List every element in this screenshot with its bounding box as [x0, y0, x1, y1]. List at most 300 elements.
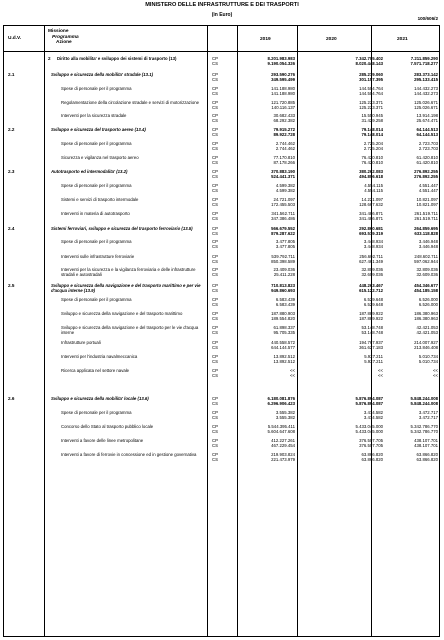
cs-value: 63.866.820	[416, 457, 438, 463]
cs-label: CS	[212, 259, 218, 265]
row-description: Interventi a favore di ferrovie in concessione ed in gestione governativa	[61, 452, 197, 457]
cp-label: CP	[212, 410, 218, 415]
row-amount-year-2	[323, 424, 383, 434]
cs-label: CS	[212, 373, 218, 379]
header-year-2019: 2019	[260, 37, 271, 42]
row-description: Sviluppo e sicurezza della mobilita' stradale (13.1)	[51, 72, 154, 77]
budget-table	[3, 25, 440, 637]
row-amount-year-3	[378, 226, 438, 236]
row-amount-year-3	[378, 113, 438, 123]
cp-value: 10.821.097	[416, 197, 438, 202]
cp-value: 30.682.433	[273, 113, 295, 118]
cs-value: 276.892.255	[414, 174, 438, 180]
row-amount-year-1	[235, 56, 295, 66]
cp-value: 5.876.894.087	[355, 396, 383, 401]
row-amount-year-3	[378, 424, 438, 434]
row-cp-cs-labels	[212, 354, 218, 364]
row-amount-year-1	[235, 254, 295, 264]
row-amount-year-2	[323, 368, 383, 378]
row-description: Interventi per la sicurezza stradale	[61, 113, 127, 118]
row-cp-cs-labels	[212, 297, 218, 307]
row-description: Interventi a favore delle linee metropolitane	[61, 438, 144, 443]
row-amount-year-1	[235, 311, 295, 321]
cp-value: 3.477.805	[275, 239, 295, 244]
cp-value: 4.551.447	[418, 183, 438, 188]
row-amount-year-2	[323, 72, 383, 82]
cs-value: 3.474.582	[363, 415, 383, 421]
row-amount-year-3	[378, 127, 438, 137]
cp-value: 3.446.948	[418, 239, 438, 244]
cp-value: 248.602.711	[414, 254, 438, 259]
cs-value: 597.062.944	[414, 259, 438, 265]
row-amount-year-2	[323, 254, 383, 264]
cp-label: CP	[212, 267, 218, 272]
cs-value: 3.446.948	[418, 244, 438, 250]
cp-value: 141.188.980	[271, 86, 295, 91]
row-amount-year-2	[323, 211, 383, 221]
cs-value: 2.723.703	[418, 146, 438, 152]
row-amount-year-2	[323, 197, 383, 207]
cs-value: 295.133.415	[414, 77, 438, 83]
cs-value: 850.398.589	[271, 259, 295, 265]
cp-label: CP	[212, 56, 218, 61]
row-amount-year-1	[235, 239, 295, 249]
column-divider	[297, 26, 298, 636]
cs-label: CS	[212, 188, 218, 194]
row-cp-cs-labels	[212, 267, 218, 277]
cs-label: CS	[212, 345, 218, 351]
cp-value: 2.744.462	[275, 141, 295, 146]
row-cp-cs-labels	[212, 86, 218, 96]
header-missione: Missione	[48, 29, 69, 34]
cs-value: 25.411.228	[273, 272, 295, 278]
cp-value: 5.433.045.000	[355, 424, 383, 429]
cs-value: 9.190.054.326	[267, 61, 295, 67]
cp-value: 63.866.820	[361, 452, 383, 457]
cs-value: 87.178.266	[273, 160, 295, 166]
row-amount-year-1	[235, 155, 295, 165]
row-amount-year-3	[378, 197, 438, 207]
cs-label: CS	[212, 244, 218, 250]
row-amount-year-2	[323, 340, 383, 350]
row-amount-year-3	[378, 86, 438, 96]
row-amount-year-3	[378, 254, 438, 264]
cs-label: CS	[212, 77, 218, 83]
unit-label: (in Euro)	[211, 12, 233, 18]
row-amount-year-1	[235, 86, 295, 96]
row-amount-year-2	[323, 183, 383, 193]
cs-value: 341.486.871	[359, 216, 383, 222]
row-amount-year-1	[235, 113, 295, 123]
cs-value: 633.118.828	[414, 231, 438, 237]
row-amount-year-3	[378, 211, 438, 221]
cs-value: 347.386.486	[271, 216, 295, 222]
cs-value: 25.674.471	[416, 118, 438, 124]
row-code: 2.2	[8, 127, 15, 132]
cp-value: 566.679.552	[271, 226, 295, 231]
cp-value: 13.914.198	[416, 113, 438, 118]
cs-value: 5.848.244.008	[410, 401, 438, 407]
row-amount-year-3	[378, 72, 438, 82]
row-amount-year-2	[323, 396, 383, 406]
column-divider	[44, 26, 45, 636]
row-amount-year-2	[323, 239, 383, 249]
header-azione: Azione	[56, 40, 72, 46]
cp-label: CP	[212, 340, 218, 345]
row-amount-year-3	[378, 354, 438, 364]
cs-value: 64.144.513	[416, 132, 438, 138]
cp-value: 79.915.272	[273, 127, 295, 132]
row-code: 2.6	[8, 396, 15, 401]
cs-value: <<	[289, 373, 295, 379]
cs-value: 172.455.503	[271, 202, 295, 208]
cp-value: 7.211.859.290	[410, 56, 438, 61]
row-amount-year-2	[323, 438, 383, 448]
cs-value: 6.296.906.423	[267, 401, 295, 407]
row-amount-year-1	[235, 226, 295, 236]
cs-value: 187.889.922	[359, 316, 383, 322]
cs-label: CS	[212, 216, 218, 222]
cp-value: 2.723.703	[418, 141, 438, 146]
row-amount-year-1	[235, 424, 295, 434]
cp-value: 341.486.871	[359, 211, 383, 216]
row-amount-year-2	[323, 155, 383, 165]
cs-value: 376.507.705	[359, 443, 383, 449]
row-amount-year-1	[235, 354, 295, 364]
cp-value: 42.421.053	[416, 325, 438, 330]
cs-value: 7.571.718.277	[410, 61, 438, 67]
row-amount-year-1	[235, 283, 295, 293]
row-amount-year-2	[323, 86, 383, 96]
cs-value: 6.583.439	[275, 302, 295, 308]
row-cp-cs-labels	[212, 127, 218, 137]
cs-label: CS	[212, 146, 218, 152]
cs-value: 144.504.764	[359, 91, 383, 97]
row-description: Interventi in materia di autotrasporto	[61, 211, 130, 216]
cs-value: 5.604.647.608	[267, 429, 295, 435]
cp-value: 61.898.337	[273, 325, 295, 330]
cs-label: CS	[212, 272, 218, 278]
row-amount-year-2	[323, 311, 383, 321]
cp-label: CP	[212, 169, 218, 174]
cs-value: 949.860.693	[271, 288, 295, 294]
cs-value: 144.432.273	[414, 91, 438, 97]
cs-value: 68.292.382	[273, 118, 295, 124]
row-description: Spese di personale per il programma	[61, 183, 132, 188]
cs-label: CS	[212, 132, 218, 138]
cs-value: 140.116.137	[271, 105, 295, 111]
cp-label: CP	[212, 72, 218, 77]
cp-value: 2.725.204	[363, 141, 383, 146]
cs-label: CS	[212, 231, 218, 237]
row-amount-year-1	[235, 325, 295, 335]
cs-value: 31.429.258	[361, 118, 383, 124]
row-amount-year-1	[235, 410, 295, 420]
row-amount-year-2	[323, 226, 383, 236]
cp-label: CP	[212, 183, 218, 188]
cs-label: CS	[212, 160, 218, 166]
row-amount-year-1	[235, 297, 295, 307]
cp-value: 264.859.695	[414, 226, 438, 231]
cp-label: CP	[212, 396, 218, 401]
row-cp-cs-labels	[212, 141, 218, 151]
cp-value: 32.809.036	[361, 267, 383, 272]
cs-value: 32.609.036	[416, 272, 438, 278]
cp-value: 4.599.382	[275, 183, 295, 188]
row-amount-year-1	[235, 127, 295, 137]
header-udv: U.d.V.	[8, 36, 22, 41]
cp-value: 14.221.097	[361, 197, 383, 202]
header-divider	[4, 51, 439, 52]
row-description: Concorso dello Stato al trasporto pubblico locale	[61, 424, 154, 429]
row-amount-year-3	[378, 438, 438, 448]
row-amount-year-3	[378, 325, 438, 335]
cs-label: CS	[212, 443, 218, 449]
cs-value: 221.473.979	[271, 457, 295, 463]
cs-value: 5.927.211	[364, 359, 383, 365]
row-amount-year-3	[378, 141, 438, 151]
cp-value: 214.007.927	[414, 340, 438, 345]
row-cp-cs-labels	[212, 169, 218, 179]
cp-value: 144.432.273	[414, 86, 438, 91]
cp-value: 8.201.983.983	[267, 56, 295, 61]
header-year-2020: 2020	[326, 37, 337, 42]
row-code: 2.1	[8, 72, 15, 77]
row-description: Spese di personale per il programma	[61, 86, 132, 91]
cs-label: CS	[212, 316, 218, 322]
row-amount-year-1	[235, 141, 295, 151]
cp-value: 285.279.060	[359, 72, 383, 77]
cp-value: 710.813.823	[271, 283, 295, 288]
row-amount-year-1	[235, 211, 295, 221]
cp-value: 292.860.681	[359, 226, 383, 231]
cp-value: 5.010.734	[418, 354, 438, 359]
cs-value: 4.599.382	[275, 188, 295, 194]
row-description: Spese di personale per il programma	[61, 239, 132, 244]
ministry-title: MINISTERO DELLE INFRASTRUTTURE E DEI TRASPORTI	[145, 2, 299, 8]
cs-value: 361.627.183	[359, 345, 383, 351]
cp-value: 63.866.820	[416, 452, 438, 457]
cs-value: 128.667.632	[359, 202, 383, 208]
row-description: Spese di personale per il programma	[61, 141, 132, 146]
cs-value: 615.122.712	[359, 288, 383, 294]
cp-value: 370.883.190	[271, 169, 295, 174]
row-amount-year-1	[235, 368, 295, 378]
cs-value: 494.806.618	[359, 174, 383, 180]
row-description: Sviluppo e sicurezza della navigazione e del trasporto marittimo	[61, 311, 183, 316]
row-cp-cs-labels	[212, 72, 218, 82]
mission-number: 2	[48, 56, 51, 61]
row-description: Sviluppo e sicurezza della navigazione e del trasporto marittimo e per vie d'acqua interne (13.9)	[51, 283, 201, 294]
cp-value: 24.721.097	[273, 197, 295, 202]
cp-label: CP	[212, 86, 218, 91]
cp-value: 125.223.371	[359, 100, 383, 105]
cs-value: 10.821.097	[416, 202, 438, 208]
cs-value: 5.342.786.770	[410, 429, 438, 435]
cp-value: 276.892.255	[414, 169, 438, 174]
row-amount-year-2	[323, 354, 383, 364]
cs-value: 79.148.014	[361, 132, 383, 138]
cs-value: 879.287.622	[271, 231, 295, 237]
cp-value: 5.544.395.411	[267, 424, 295, 429]
row-description: Sistemi e servizi di trasporto intermodale	[61, 197, 139, 202]
cs-value: 213.846.408	[414, 345, 438, 351]
cs-value: 627.461.349	[359, 259, 383, 265]
row-amount-year-1	[235, 267, 295, 277]
cp-value: 376.507.705	[359, 438, 383, 443]
cs-value: 5.433.045.000	[355, 429, 383, 435]
cp-value: 77.170.810	[273, 155, 295, 160]
cs-value: 4.554.115	[364, 188, 383, 194]
cp-label: CP	[212, 226, 218, 231]
row-amount-year-2	[323, 100, 383, 110]
row-amount-year-1	[235, 183, 295, 193]
cs-label: CS	[212, 118, 218, 124]
row-amount-year-2	[323, 452, 383, 462]
cp-value: 341.562.711	[271, 211, 295, 216]
cs-value: 5.010.734	[418, 359, 438, 365]
row-amount-year-2	[323, 127, 383, 137]
cp-value: 76.420.810	[361, 155, 383, 160]
row-amount-year-1	[235, 169, 295, 179]
row-amount-year-1	[235, 100, 295, 110]
page-reference: 100/606/2	[417, 16, 438, 21]
cp-value: 7.342.705.402	[355, 56, 383, 61]
cs-value: 3.472.717	[418, 415, 438, 421]
row-cp-cs-labels	[212, 438, 218, 448]
row-amount-year-3	[378, 267, 438, 277]
row-code: 2.4	[8, 226, 15, 231]
row-amount-year-2	[323, 283, 383, 293]
row-amount-year-2	[323, 325, 383, 335]
row-amount-year-3	[378, 311, 438, 321]
cp-label: CP	[212, 155, 218, 160]
row-description: Interventi per l'industria navalmeccanica	[61, 354, 138, 359]
row-cp-cs-labels	[212, 396, 218, 406]
cp-value: 13.892.512	[273, 354, 295, 359]
cp-label: CP	[212, 141, 218, 146]
row-amount-year-1	[235, 72, 295, 82]
cp-value: 3.448.934	[363, 239, 383, 244]
cp-label: CP	[212, 297, 218, 302]
cp-value: 6.583.439	[275, 297, 295, 302]
row-description: Sviluppo e sicurezza della navigazione e del trasporto per le vie d'acqua interne	[61, 325, 199, 336]
cp-label: CP	[212, 438, 218, 443]
row-code: 2.5	[8, 283, 15, 288]
row-amount-year-1	[235, 452, 295, 462]
cs-value: 5.876.894.087	[355, 401, 383, 407]
cs-value: 3.477.805	[275, 244, 295, 250]
row-cp-cs-labels	[212, 113, 218, 123]
cs-value: 61.420.810	[416, 160, 438, 166]
cp-value: 412.227.261	[271, 438, 295, 443]
cp-label: CP	[212, 283, 218, 288]
cs-label: CS	[212, 91, 218, 97]
row-cp-cs-labels	[212, 424, 218, 434]
cs-value: 8.020.448.143	[355, 61, 383, 67]
cs-value: 141.188.980	[271, 91, 295, 97]
cs-value: 42.421.053	[416, 330, 438, 336]
row-amount-year-2	[323, 267, 383, 277]
row-amount-year-2	[323, 410, 383, 420]
row-description: Sistemi ferroviari, sviluppo e sicurezza del trasporto ferroviario (13.5)	[51, 226, 193, 231]
cs-value: 63.866.820	[361, 457, 383, 463]
row-amount-year-2	[323, 297, 383, 307]
cp-value: 6.180.081.876	[267, 396, 295, 401]
cs-value: <<	[377, 373, 383, 379]
cp-value: 187.880.903	[271, 311, 295, 316]
cs-value: 76.420.810	[361, 160, 383, 166]
cs-label: CS	[212, 302, 218, 308]
row-amount-year-3	[378, 155, 438, 165]
cs-value: 95.705.335	[273, 330, 295, 336]
cp-value: 53.148.748	[361, 325, 383, 330]
cp-value: 539.792.711	[271, 254, 295, 259]
cp-value: 121.720.885	[271, 100, 295, 105]
cp-value: 194.767.937	[359, 340, 383, 345]
cs-value: 261.519.711	[414, 216, 438, 222]
cp-value: 454.346.677	[414, 283, 438, 288]
cp-label: CP	[212, 424, 218, 429]
cs-value: 693.519.319	[359, 231, 383, 237]
cs-value: 467.229.454	[271, 443, 295, 449]
cs-value: 13.892.512	[273, 359, 295, 365]
cs-value: <<	[432, 373, 438, 379]
cp-value: 261.519.711	[414, 211, 438, 216]
cs-value: 2.725.204	[363, 146, 383, 152]
row-cp-cs-labels	[212, 239, 218, 249]
row-cp-cs-labels	[212, 368, 218, 378]
cs-label: CS	[212, 105, 218, 111]
cp-label: CP	[212, 211, 218, 216]
cs-label: CS	[212, 61, 218, 67]
cp-value: 283.373.142	[414, 72, 438, 77]
cs-value: 3.448.934	[363, 244, 383, 250]
cs-value: 438.107.701	[414, 443, 438, 449]
row-cp-cs-labels	[212, 340, 218, 350]
cs-value: 125.026.671	[414, 105, 438, 111]
row-cp-cs-labels	[212, 226, 218, 236]
row-amount-year-3	[378, 100, 438, 110]
cs-value: 524.441.371	[271, 174, 295, 180]
cs-label: CS	[212, 174, 218, 180]
cp-label: CP	[212, 311, 218, 316]
row-cp-cs-labels	[212, 325, 218, 335]
row-amount-year-3	[378, 410, 438, 420]
column-divider	[207, 26, 208, 636]
row-description: Spese di personale per il programma	[61, 297, 132, 302]
cp-label: CP	[212, 197, 218, 202]
cp-value: 32.809.036	[416, 267, 438, 272]
row-amount-year-1	[235, 197, 295, 207]
row-amount-year-3	[378, 183, 438, 193]
cp-label: CP	[212, 239, 218, 244]
cs-value: 454.185.158	[414, 288, 438, 294]
cs-label: CS	[212, 202, 218, 208]
header-year-2021: 2021	[397, 37, 408, 42]
row-description: Ricerca applicata nel settore navale	[61, 368, 130, 373]
cs-label: CS	[212, 359, 218, 365]
cp-value: 5.342.786.770	[410, 424, 438, 429]
cp-label: CP	[212, 354, 218, 359]
row-amount-year-1	[235, 438, 295, 448]
row-description: Spese di personale per il programma	[61, 410, 132, 415]
cp-value: 6.529.648	[363, 297, 383, 302]
cs-value: 186.380.963	[414, 316, 438, 322]
row-cp-cs-labels	[212, 100, 218, 110]
cp-value: 125.026.671	[414, 100, 438, 105]
cp-value: 438.107.701	[414, 438, 438, 443]
